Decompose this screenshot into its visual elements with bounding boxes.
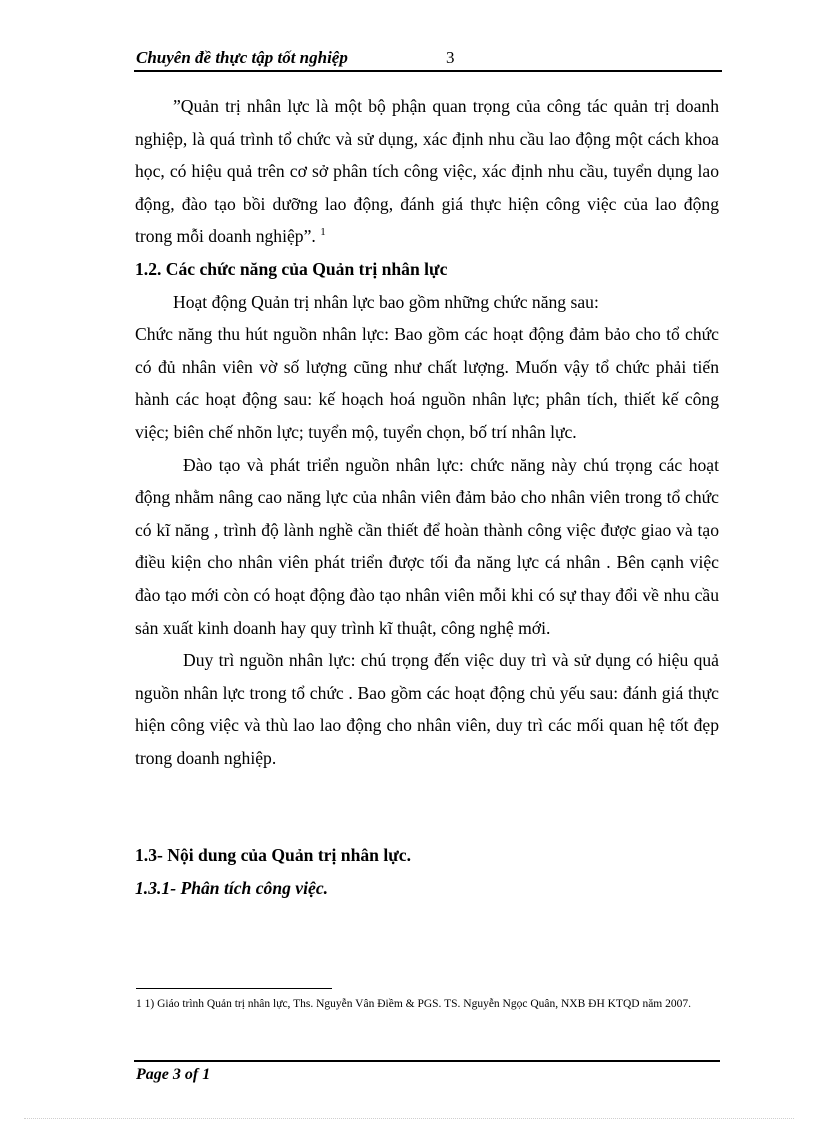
section-heading-1-3: 1.3- Nội dung của Quản trị nhân lực. (135, 845, 411, 866)
header-title: Chuyên đề thực tập tốt nghiệp (136, 48, 348, 67)
paragraph-recruitment: Chức năng thu hút nguồn nhân lực: Bao gồm các hoạt động đảm bảo cho tổ chức có đủ nhân viên vờ số lượng cũng như chất lượng. Muốn vậy tổ chức phải tiến hành các hoạt động sau: kế hoạch hoá nguồn nhân lực; phân tích, thiết kế công việc; biên chế nhõn lực; tuyển mộ, tuyển chọn, bố trí nhân lực. (135, 324, 719, 442)
paragraph-intro: Hoạt động Quản trị nhân lực bao gồm những chức năng sau: (173, 291, 599, 312)
section-heading-1-3-1: 1.3.1- Phân tích công việc. (135, 878, 329, 899)
footer-divider (134, 1060, 720, 1062)
footnote-text: Giáo trình Quản trị nhân lực, Ths. Nguyễn Vân Điềm & PGS. TS. Nguyễn Ngọc Quân, NXB ĐH KTQD năm 2007. (154, 998, 691, 1010)
paragraph-definition-text: ”Quản trị nhân lực là một bộ phận quan trọng của công tác quản trị doanh nghiệp, là quá trình tổ chức và sử dụng, xác định nhu cầu lao động một cách khoa học, có hiệu quả trên cơ sở phân tích công việc, xác định nhu cầu, tuyển dụng lao động, đào tạo bồi dưỡng lao động, đánh giá thực hiện công việc của lao động trong mỗi doanh nghiệp”. (135, 96, 719, 247)
spacer (135, 774, 719, 839)
paragraph-definition (135, 90, 719, 253)
paragraph-retention: Duy trì nguồn nhân lực: chú trọng đến việc duy trì và sử dụng có hiệu quả nguồn nhân lực trong tổ chức . Bao gồm các hoạt động chủ yếu sau: đánh giá thực hiện công việc và thù lao lao động cho nhân viên, duy trì các mối quan hệ tốt đẹp trong doanh nghiệp. (135, 650, 719, 768)
page-bottom-border (24, 1118, 794, 1119)
header-page-number: 3 (446, 48, 455, 67)
paragraph-training: Đào tạo và phát triển nguồn nhân lực: chức năng này chú trọng các hoạt động nhằm nâng cao năng lực của nhân viên đảm bảo cho nhân viên trong tổ chức có kĩ năng , trình độ lành nghề cần thiết để hoàn thành công việc được giao và tạo điều kiện cho nhân viên phát triển được tối đa năng lực cá nhân . Bên cạnh việc đào tạo mới còn có hoạt động đào tạo nhân viên mỗi khi có sự thay đổi về nhu cầu sản xuất kinh doanh hay quy trình kĩ thuật, công nghệ mới. (135, 454, 719, 638)
footnote (136, 996, 716, 1013)
main-content (135, 90, 719, 905)
section-heading-1-2: 1.2. Các chức năng của Quản trị nhân lực (135, 258, 448, 279)
footnote-ref: 1 (320, 226, 326, 239)
footnote-divider (136, 988, 332, 989)
footer-page-label: Page 3 of 1 (136, 1066, 211, 1083)
footnote-marker: 1 1) (136, 998, 155, 1010)
page-header (134, 46, 722, 72)
